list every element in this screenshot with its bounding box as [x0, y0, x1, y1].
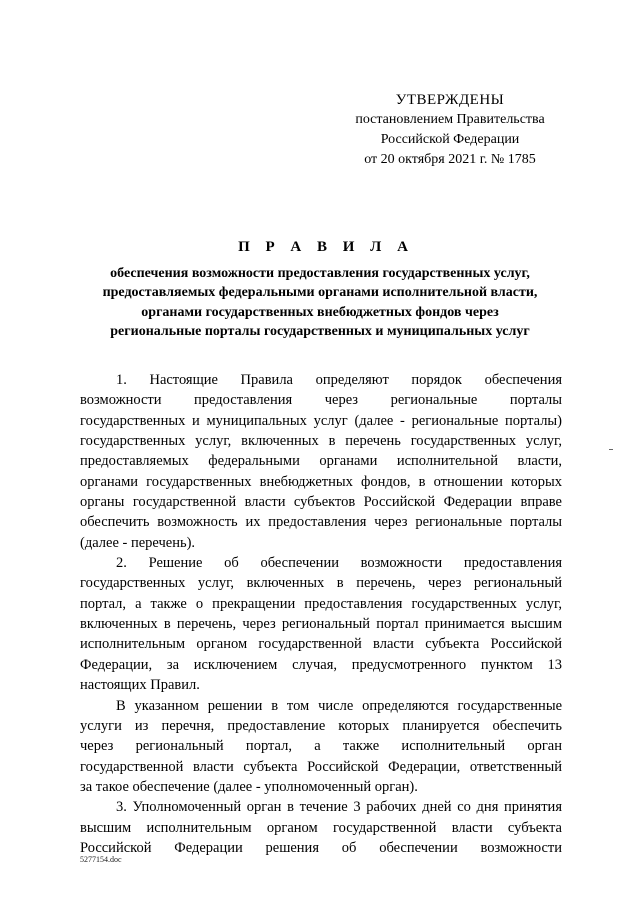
- text-line: услуги из перечня, предоставление которых планируется обеспечить: [80, 717, 562, 734]
- paragraph-4: [80, 797, 562, 858]
- paragraph-3: [80, 696, 562, 798]
- text-line: государственных и муниципальных услуг (далее - региональные порталы): [80, 412, 562, 429]
- subtitle-line: предоставляемых федеральными органами исполнительной власти,: [102, 285, 538, 301]
- text-line: включенных в перечень, через региональный портал принимается высшим: [80, 616, 562, 633]
- text-line: 2. Решение об обеспечении возможности предоставления: [116, 555, 562, 572]
- margin-mark: [609, 449, 613, 450]
- approval-date-line: от 20 октября 2021 г. № 1785: [364, 152, 536, 167]
- text-line: Российской Федерации решения об обеспечении возможности: [80, 839, 562, 856]
- subtitle-line: обеспечения возможности предоставления государственных услуг,: [110, 266, 530, 281]
- text-line: государственных услуг, включенных в перечень, через региональный: [80, 575, 562, 592]
- approval-heading: УТВЕРЖДЕНЫ: [395, 92, 505, 108]
- text-line: обеспечить возможность их предоставления через региональные порталы: [80, 514, 562, 531]
- document-title: П Р А В И Л А: [238, 239, 414, 255]
- text-line: за такое обеспечение (далее - уполномоченный орган).: [80, 778, 418, 795]
- text-line: органы государственной власти субъектов Российской Федерации вправе: [80, 494, 562, 511]
- approval-line: постановлением Правительства: [355, 112, 545, 127]
- subtitle-line: региональные порталы государственных и муниципальных услуг: [110, 323, 530, 339]
- text-line: 3. Уполномоченный орган в течение 3 рабочих дней со дня принятия: [116, 799, 562, 816]
- paragraph-1: [80, 370, 562, 553]
- text-line: 1. Настоящие Правила определяют порядок обеспечения: [116, 372, 562, 388]
- text-line: (далее - перечень).: [80, 534, 196, 551]
- text-line: возможности предоставления через региональные порталы: [80, 392, 562, 409]
- approval-line: Российской Федерации: [380, 132, 520, 147]
- text-line: Федерации, за исключением случая, предусмотренного пунктом 13: [80, 656, 562, 673]
- file-name-footer: 5277154.doc: [80, 855, 122, 864]
- approval-block: [340, 90, 560, 170]
- text-line: государственных услуг, включенных в перечень государственных услуг,: [80, 433, 562, 450]
- subtitle-line: органами государственных внебюджетных фондов через: [141, 304, 499, 320]
- text-line: исполнительным органом государственной власти субъекта Российской: [80, 636, 562, 653]
- text-line: государственной власти субъекта Российской Федерации, ответственный: [80, 758, 562, 775]
- text-line: настоящих Правил.: [80, 677, 200, 694]
- text-line: предоставляемых федеральными органами исполнительной власти,: [80, 453, 562, 470]
- paragraph-2: [80, 553, 562, 695]
- document-body: [80, 370, 562, 858]
- text-line: портал, а также о прекращении предоставления государственных услуг,: [80, 595, 562, 612]
- text-line: высшим исполнительным органом государственной власти субъекта: [80, 819, 562, 836]
- text-line: через региональный портал, а также исполнительный орган: [80, 738, 562, 755]
- text-line: В указанном решении в том числе определяются государственные: [116, 697, 562, 714]
- document-subtitle: [80, 264, 560, 341]
- text-line: органами государственных внебюджетных фондов, в отношении которых: [80, 473, 562, 490]
